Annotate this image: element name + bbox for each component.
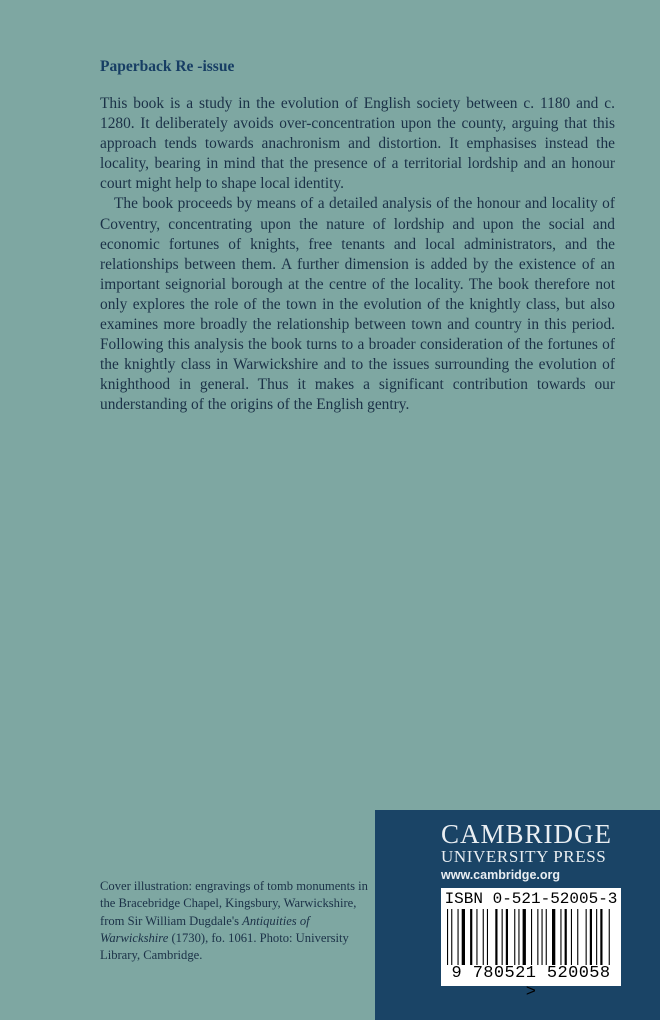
credit-text-end: (1730), fo. 1061. Photo: University Library, Cambridge.	[100, 930, 349, 963]
cover-illustration-credit	[100, 878, 375, 964]
description-paragraph-2: The book proceeds by means of a detailed analysis of the honour and locality of Coventry, concentrating upon the nature of lordship and upon the social and economic fortunes of knights, free tenants and local administrators, and the relationships between them. A further dimension is added by the existence of an important seignorial borough at the centre of the locality. The book therefore not only explores the role of the town in the evolution of the knightly class, but also examines more broadly the relationship between town and country in this period. Following this analysis the book turns to a broader consideration of the fortunes of the knightly class in Warwickshire and to the issues surrounding the evolution of knighthood in general. Thus it makes a significant contribution towards our understanding of the origins of the English gentry.	[100, 195, 615, 414]
publisher-url: www.cambridge.org	[441, 868, 561, 882]
barcode-bars-icon	[447, 909, 615, 965]
publisher-press: UNIVERSITY PRESS	[441, 847, 607, 866]
credit-book-title: Antiquities of Warwickshire	[100, 913, 310, 945]
book-description	[100, 94, 615, 416]
publisher-name: CAMBRIDGE	[441, 819, 613, 849]
credit-text-start: Cover illustration: engravings of tomb monuments in the Bracebridge Chapel, Kingsbury, Warwickshire, from Sir William Dugdale's	[100, 879, 368, 928]
section-heading: Paperback Re -issue	[100, 58, 235, 75]
ean-number: 9 780521 520058 >	[451, 964, 611, 1002]
description-paragraph-1: This book is a study in the evolution of English society between c. 1180 and c. 1280. It deliberately avoids over-concentration upon the county, arguing that this approach tends towards anachronism and distortion. It emphasises instead the locality, bearing in mind that the presence of a territorial lordship and an honour court might help to shape local identity.	[100, 95, 615, 193]
isbn-barcode	[441, 888, 621, 1002]
isbn-number: ISBN 0-521-52005-3	[444, 890, 618, 908]
